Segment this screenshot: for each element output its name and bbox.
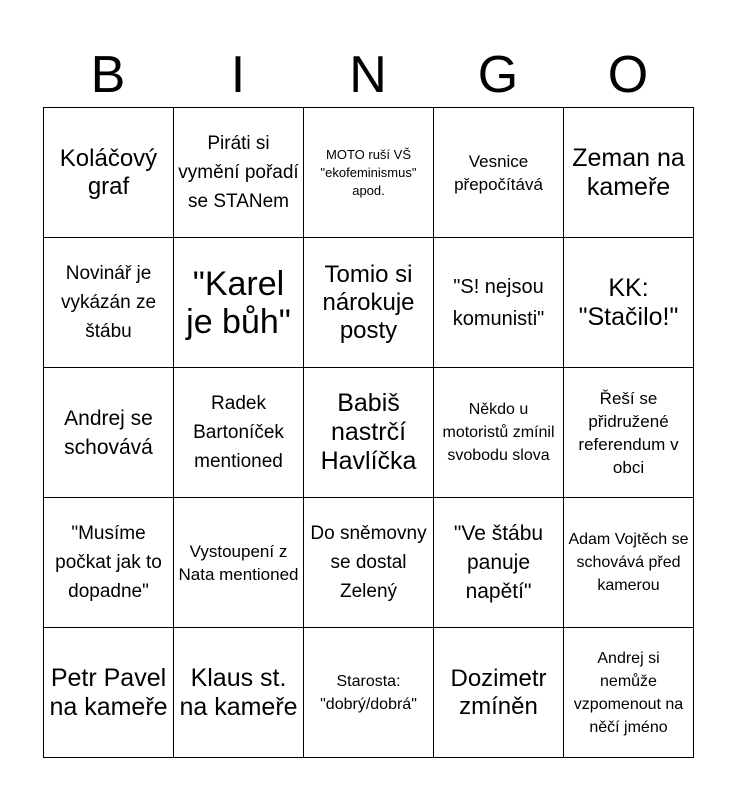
bingo-cell[interactable]: Petr Pavel na kameře	[44, 628, 174, 758]
bingo-cell[interactable]: Starosta: "dobrý/dobrá"	[304, 628, 434, 758]
bingo-cell[interactable]: KK: "Stačilo!"	[564, 238, 694, 368]
board-row	[44, 238, 694, 368]
bingo-cell[interactable]: Vystoupení z Nata mentioned	[174, 498, 304, 628]
header-letter-b: B	[90, 46, 126, 104]
bingo-header	[43, 44, 693, 106]
bingo-cell[interactable]: Koláčový graf	[44, 108, 174, 238]
bingo-cell[interactable]: Tomio si nárokuje posty	[304, 238, 434, 368]
bingo-cell[interactable]: MOTO ruší VŠ "ekofeminismus" apod.	[304, 108, 434, 238]
bingo-cell[interactable]: "Ve štábu panuje napětí"	[434, 498, 564, 628]
bingo-cell[interactable]: Někdo u motoristů zmínil svobodu slova	[434, 368, 564, 498]
bingo-cell[interactable]: Andrej si nemůže vzpomenout na něčí jméno	[564, 628, 694, 758]
bingo-cell[interactable]: Řeší se přidružené referendum v obci	[564, 368, 694, 498]
bingo-cell[interactable]: Dozimetr zmíněn	[434, 628, 564, 758]
bingo-cell[interactable]: Klaus st. na kameře	[174, 628, 304, 758]
header-letter-g: G	[477, 46, 519, 104]
bingo-cell[interactable]: Novinář je vykázán ze štábu	[44, 238, 174, 368]
board-row	[44, 498, 694, 628]
header-letter-n: N	[349, 46, 387, 104]
header-letter-o: O	[607, 46, 649, 104]
bingo-cell[interactable]: Vesnice přepočítává	[434, 108, 564, 238]
bingo-cell[interactable]: Adam Vojtěch se schovává před kamerou	[564, 498, 694, 628]
bingo-cell[interactable]: Radek Bartoníček mentioned	[174, 368, 304, 498]
header-letter-i: I	[230, 46, 246, 104]
bingo-cell[interactable]: Piráti si vymění pořadí se STANem	[174, 108, 304, 238]
bingo-cell[interactable]: "Karel je bůh"	[174, 238, 304, 368]
board-row	[44, 628, 694, 758]
bingo-cell[interactable]: Andrej se schovává	[44, 368, 174, 498]
bingo-cell[interactable]: Zeman na kameře	[564, 108, 694, 238]
bingo-board	[43, 107, 694, 758]
board-row	[44, 108, 694, 238]
board-row	[44, 368, 694, 498]
bingo-cell[interactable]: "S! nejsou komunisti"	[434, 238, 564, 368]
bingo-cell[interactable]: Babiš nastrčí Havlíčka	[304, 368, 434, 498]
bingo-cell[interactable]: Do sněmovny se dostal Zelený	[304, 498, 434, 628]
bingo-cell[interactable]: "Musíme počkat jak to dopadne"	[44, 498, 174, 628]
